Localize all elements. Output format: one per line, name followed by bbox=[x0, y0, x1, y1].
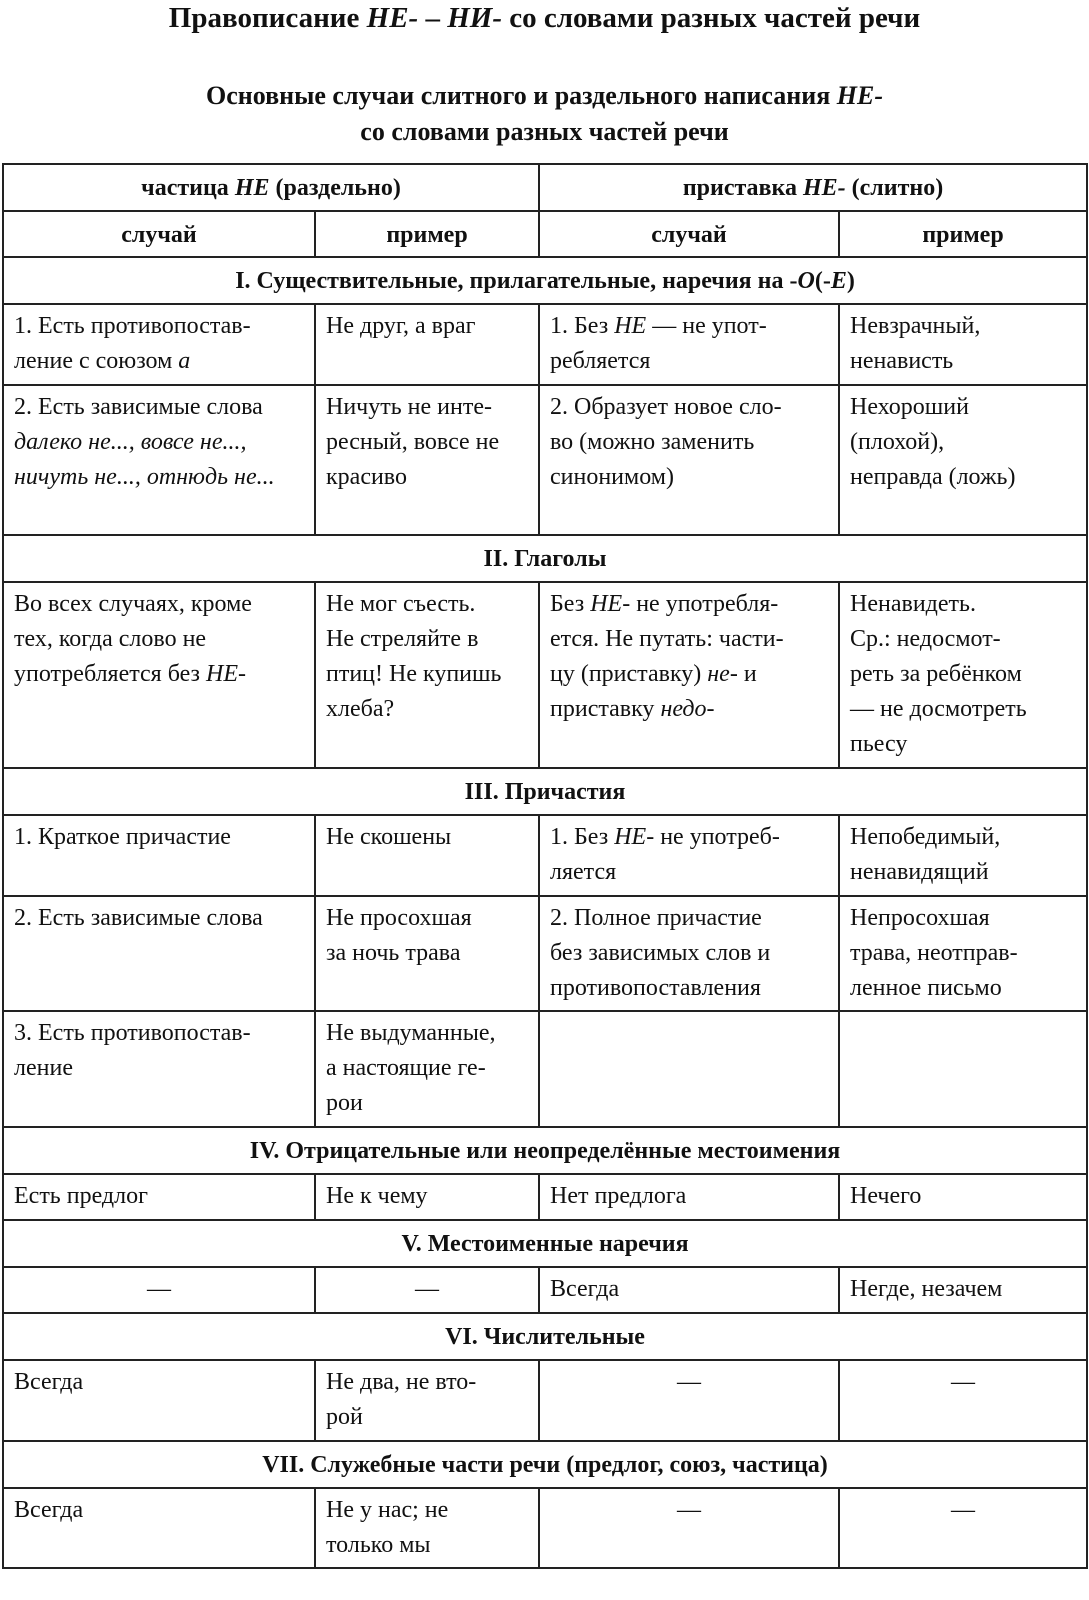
table-row bbox=[3, 815, 1087, 896]
section-row bbox=[3, 1127, 1087, 1174]
section-title: I. Существительные, прилагательные, наречия на -О(-Е) bbox=[3, 257, 1087, 304]
cell-case: Нет предлога bbox=[539, 1174, 839, 1220]
cell-empty bbox=[539, 1011, 839, 1127]
cell-example: — bbox=[839, 1360, 1087, 1441]
section-title: IV. Отрицательные или неопределённые местоимения bbox=[3, 1127, 1087, 1174]
cell-example: Ничуть не инте- ресный, вовсе не красиво bbox=[315, 385, 539, 535]
cell-case: Есть предлог bbox=[3, 1174, 315, 1220]
cell-case: 1. Без НЕ- не употреб- ляется bbox=[539, 815, 839, 896]
cell-case: 1. Краткое причастие bbox=[3, 815, 315, 896]
cell-case: 2. Есть зависимые слова bbox=[3, 896, 315, 1011]
table-row bbox=[3, 1011, 1087, 1127]
table-row bbox=[3, 1267, 1087, 1313]
cell-case: — bbox=[3, 1267, 315, 1313]
cell-example: Не выдуманные, а настоящие ге- рои bbox=[315, 1011, 539, 1127]
cell-case: — bbox=[539, 1360, 839, 1441]
section-title: VI. Числительные bbox=[3, 1313, 1087, 1360]
table-row bbox=[3, 385, 1087, 535]
page-title: Правописание НЕ- – НИ- со словами разных частей речи bbox=[168, 2, 921, 34]
table-row bbox=[3, 896, 1087, 1011]
header-case: случай bbox=[3, 211, 315, 257]
rules-table bbox=[2, 163, 1088, 1569]
cell-example: Ненавидеть. Ср.: недосмот- реть за ребёнком — не досмотреть пьесу bbox=[839, 582, 1087, 768]
header-particle: частица НЕ (раздельно) bbox=[3, 164, 539, 211]
cell-case: Во всех случаях, кроме тех, когда слово не употребляется без НЕ- bbox=[3, 582, 315, 768]
table-row bbox=[3, 582, 1087, 768]
cell-case: 3. Есть противопостав- ление bbox=[3, 1011, 315, 1127]
section-row bbox=[3, 1220, 1087, 1267]
section-title: V. Местоименные наречия bbox=[3, 1220, 1087, 1267]
header-row-groups bbox=[3, 164, 1087, 211]
cell-example: Нечего bbox=[839, 1174, 1087, 1220]
cell-case: 1. Без НЕ — не упот- ребляется bbox=[539, 304, 839, 385]
cell-example: Не скошены bbox=[315, 815, 539, 896]
header-example: пример bbox=[839, 211, 1087, 257]
section-row bbox=[3, 257, 1087, 304]
header-example: пример bbox=[315, 211, 539, 257]
cell-example: Нехороший (плохой), неправда (ложь) bbox=[839, 385, 1087, 535]
cell-example: Не просохшая за ночь трава bbox=[315, 896, 539, 1011]
cell-case: Всегда bbox=[3, 1360, 315, 1441]
cell-case: 2. Образует новое сло- во (можно заменить синонимом) bbox=[539, 385, 839, 535]
section-row bbox=[3, 535, 1087, 582]
table-row bbox=[3, 304, 1087, 385]
cell-example: Негде, незачем bbox=[839, 1267, 1087, 1313]
cell-example: Непобедимый, ненавидящий bbox=[839, 815, 1087, 896]
table-row bbox=[3, 1488, 1087, 1568]
cell-case: Всегда bbox=[3, 1488, 315, 1568]
table-title: Основные случаи слитного и раздельного написания НЕ- со словами разных частей речи bbox=[205, 81, 884, 146]
section-title: III. Причастия bbox=[3, 768, 1087, 815]
cell-example: Не к чему bbox=[315, 1174, 539, 1220]
section-row bbox=[3, 1313, 1087, 1360]
section-row bbox=[3, 1441, 1087, 1488]
cell-example: Не у нас; не только мы bbox=[315, 1488, 539, 1568]
cell-case: 1. Есть противопостав- ление с союзом а bbox=[3, 304, 315, 385]
cell-case: Всегда bbox=[539, 1267, 839, 1313]
header-case: случай bbox=[539, 211, 839, 257]
header-prefix: приставка НЕ- (слитно) bbox=[539, 164, 1087, 211]
section-title: II. Глаголы bbox=[3, 535, 1087, 582]
cell-empty bbox=[839, 1011, 1087, 1127]
cell-case: 2. Полное причастие без зависимых слов и противопоставления bbox=[539, 896, 839, 1011]
cell-example: Невзрачный, ненависть bbox=[839, 304, 1087, 385]
cell-example: Не два, не вто- рой bbox=[315, 1360, 539, 1441]
section-title: VII. Служебные части речи (предлог, союз, частица) bbox=[3, 1441, 1087, 1488]
cell-case: Без НЕ- не употребля- ется. Не путать: части- цу (приставку) не- и приставку недо- bbox=[539, 582, 839, 768]
cell-example: Не друг, а враг bbox=[315, 304, 539, 385]
section-row bbox=[3, 768, 1087, 815]
cell-case: 2. Есть зависимые слова далеко не..., вовсе не..., ничуть не..., отнюдь не... bbox=[3, 385, 315, 535]
table-row bbox=[3, 1174, 1087, 1220]
cell-example: — bbox=[839, 1488, 1087, 1568]
cell-case: — bbox=[539, 1488, 839, 1568]
cell-example: Непросохшая трава, неотправ- ленное письмо bbox=[839, 896, 1087, 1011]
header-row-columns bbox=[3, 211, 1087, 257]
cell-example: Не мог съесть. Не стреляйте в птиц! Не купишь хлеба? bbox=[315, 582, 539, 768]
cell-example: — bbox=[315, 1267, 539, 1313]
table-row bbox=[3, 1360, 1087, 1441]
